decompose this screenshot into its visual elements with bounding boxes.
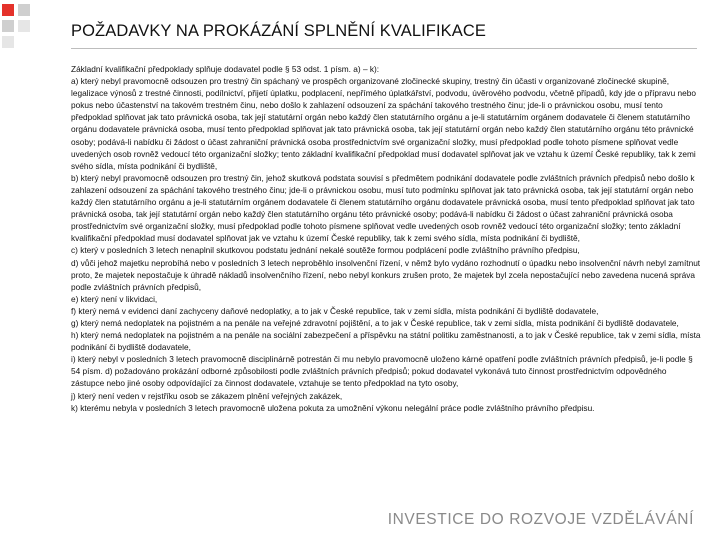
square-grey (18, 4, 30, 16)
requirement-item-h: h) který nemá nedoplatek na pojistném a na penále na sociální zabezpečení a příspěvku na státní politiku zaměstnanosti, a to jak v České republice, tak v zemi sídla, místa podnikání či bydliště dodavatele, (71, 330, 701, 353)
footer-slogan: INVESTICE DO ROZVOJE VZDĚLÁVÁNÍ (387, 511, 694, 528)
requirement-item-i: i) který nebyl v posledních 3 letech pravomocně disciplinárně potrestán či mu nebylo pravomocně uloženo kárné opatření podle zvláštních právních předpisů, je-li podle § 54 písm. d) požadováno prokázání odborné způsobilosti podle zvláštních právních předpisů; pokud dodavatel vykonává tuto činnost prostřednictvím odpovědného zástupce nebo jiné osoby odpovídající za činnost dodavatele, vztahuje se tento předpoklad na tyto osoby, (71, 354, 693, 389)
title-divider (71, 48, 697, 49)
square-red (2, 4, 14, 16)
requirement-item-b: b) který nebyl pravomocně odsouzen pro trestný čin, jehož skutková podstata souvisí s předmětem podnikání dodavatele podle zvláštních právních předpisů nebo došlo k zahlazení odsouzení za spáchání takového trestného činu; jde-li o právnickou osobu, musí tuto podmínku splňovat jak tato právnická osoba, tak její statutární orgán nebo každý člen statutárního orgánu a je-li statutárním orgánem dodavatele či členem statutárního orgánu dodavatele právnická osoba, musí tento předpoklad splňovat jak tato právnická osoba, tak její statutární orgán nebo každý člen statutárního orgánu této právnické osoby; podává-li nabídku či žádost o účast zahraniční právnická osoba prostřednictvím své organizační složky, musí předpoklad podle tohoto písmene splňovat vedle uvedených osob rovněž vedoucí této organizační složky; tento základní kvalifikační předpoklad musí dodavatel splňovat jak ve vztahu k území České republiky, tak k zemi svého sídla, místa podnikání či bydliště, (71, 172, 695, 244)
square-light (18, 20, 30, 32)
requirements-body (71, 63, 701, 414)
requirement-item-j: j) který není veden v rejstříku osob se zákazem plnění veřejných zakázek, (71, 390, 343, 401)
requirement-item-a: a) který nebyl pravomocně odsouzen pro trestný čin spáchaný ve prospěch organizované zločinecké skupiny, trestný čin účasti v organizované zločinecké skupině, legalizace výnosů z trestné činnosti, podílnictví, přijetí úplatku, podplacení, nepřímého úplatkářství, podvodu, úvěrového podvodu, včetně případů, kdy jde o přípravu nebo pokus nebo účastenství na takovém trestném činu, nebo došlo k zahlazení odsouzení za spáchání takového trestného činu; jde-li o právnickou osobu, musí tento předpoklad splňovat jak tato právnická osoba, tak její statutární orgán nebo každý člen statutárního orgánu a je-li statutárním orgánem dodavatele či členem statutárního orgánu dodavatele právnická osoba, musí tento předpoklad splňovat jak tato právnická osoba, tak její statutární orgán nebo každý člen statutárního orgánu této právnické osoby; podává-li nabídku či žádost o účast zahraniční právnická osoba prostřednictvím své organizační složky, musí předpoklad podle tohoto písmene splňovat vedle uvedených osob rovněž vedoucí této organizační složky; tento základní kvalifikační předpoklad musí dodavatel splňovat jak ve vztahu k území České republiky, tak k zemi svého sídla, místa podnikání či bydliště, (71, 76, 696, 171)
requirement-item-g: g) který nemá nedoplatek na pojistném a na penále na veřejné zdravotní pojištění, a to jak v České republice, tak v zemi sídla, místa podnikání či bydliště dodavatele, (71, 317, 679, 328)
requirement-item-c: c) který v posledních 3 letech nenaplnil skutkovou podstatu jednání nekalé soutěže formou podplácení podle zvláštního právního předpisu, (71, 245, 580, 256)
requirement-item-e: e) který není v likvidaci, (71, 293, 158, 304)
decorative-squares (0, 0, 60, 52)
square-grey (2, 20, 14, 32)
intro-paragraph: Základní kvalifikační předpoklady splňuje dodavatel podle § 53 odst. 1 písm. a) – k): (71, 64, 380, 74)
requirement-item-d: d) vůči jehož majetku neprobíhá nebo v posledních 3 letech neproběhlo insolvenční řízení, v němž bylo vydáno rozhodnutí o úpadku nebo insolvenční návrh nebyl zamítnut proto, že majetek nepostačuje k úhradě nákladů insolvenčního řízení, nebo nebyl konkurs zrušen proto, že majetek byl zcela nepostačující nebo zavedena nucená správa podle zvláštních právních předpisů, (71, 257, 701, 292)
page-title: POŽADAVKY NA PROKÁZÁNÍ SPLNĚNÍ KVALIFIKACE (71, 22, 486, 40)
square-light (2, 36, 14, 48)
requirement-item-f: f) který nemá v evidenci daní zachyceny daňové nedoplatky, a to jak v České republice, tak v zemi sídla, místa podnikání či bydliště dodavatele, (71, 305, 599, 316)
requirement-item-k: k) kterému nebyla v posledních 3 letech pravomocně uložena pokuta za umožnění výkonu nelegální práce podle zvláštního právního předpisu. (71, 402, 595, 413)
